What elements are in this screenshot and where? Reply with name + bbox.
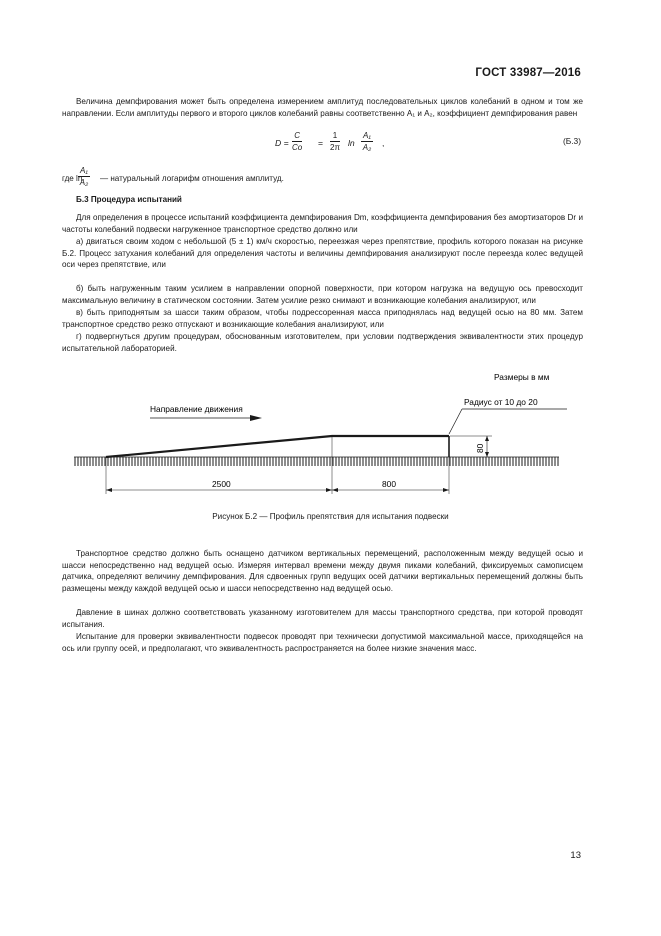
- list-item-a: а) двигаться своим ходом с небольшой (5 ± 1) км/ч скоростью, переезжая через препятствие, профиль которого показан на рисунке Б.2. Процесс затухания колебаний для определения частоты и величины демпфирования анализируют после переезда колес ведущей оси через препятствие, или: [62, 237, 583, 270]
- obstacle-profile-figure: [62, 368, 583, 508]
- where-prefix: где ln: [62, 174, 83, 183]
- ramp-arrow-right-icon: [326, 488, 332, 492]
- ramp-arrow-left-icon: [106, 488, 112, 492]
- section-title: Б.3 Процедура испытаний: [76, 195, 182, 204]
- formula-lhs: D =: [275, 138, 289, 148]
- obstacle-profile: [106, 436, 449, 457]
- formula-fraction-2pi: $\frac{1}{2\pi}$: [330, 131, 340, 152]
- formula-ln: ln: [348, 138, 355, 148]
- ramp-dim-label: 2500: [212, 479, 231, 489]
- formula-equals: =: [318, 138, 324, 148]
- formula-fraction-c: $\frac{C}{Co}$: [292, 131, 303, 152]
- list-item-v: в) быть приподнятым за шасси таким образом, чтобы подрессоренная масса приподнялась над ведущей осью на 80 мм. Затем транспортное средство резко отпускают и возникающие колебания анализируют, или: [62, 308, 583, 329]
- page-number: 13: [570, 850, 581, 861]
- where-fraction: $\frac{\text{A₁}}{\text{A₂}}$: [79, 166, 89, 187]
- plateau-arrow-right-icon: [443, 488, 449, 492]
- body-paragraph-tire-pressure: Давление в шинах должно соответствовать указанному изготовителем для массы транспортного средства, при которой проводят испытания.: [62, 608, 583, 629]
- direction-label: Направление движения: [150, 404, 243, 414]
- standard-header: ГОСТ 33987—2016: [475, 67, 581, 79]
- height-arrow-top-icon: [485, 436, 489, 441]
- section-intro-paragraph: Для определения в процессе испытаний коэффициента демпфирования Dm, коэффициента демпфирования без амортизаторов Dr и частоты колебаний подвески нагруженное транспортное средство должно или: [62, 213, 583, 234]
- intro-paragraph: Величина демпфирования может быть определена измерением амплитуд последовательных циклов колебаний в одном и том же направлении. Если амплитуды первого и второго циклов колебаний равны соответственно A₁ и A₂, коэффициент демпфирования равен: [62, 97, 583, 118]
- formula-tail: ,: [382, 138, 385, 148]
- formula-number: (Б.3): [562, 136, 581, 146]
- radius-label: Радиус от 10 до 20: [464, 397, 538, 407]
- figure-caption: Рисунок Б.2 — Профиль препятствия для испытания подвески: [212, 512, 449, 521]
- body-paragraph-sensor: Транспортное средство должно быть оснащено датчиком вертикальных перемещений, расположенным между ведущей осью и шасси непосредственно над ведущей осью. Измеряя интервал времени между двумя пиками колебаний, фиксируемых самописцем датчика, определяют величину демпфирования. Для сдвоенных групп ведущих осей датчики вертикальных перемещений должны быть размещены между каждой ведущей осью и шасси непосредственно над ведущей осью.: [62, 549, 583, 593]
- list-item-b: б) быть нагруженным таким усилием в направлении опорной поверхности, при котором нагрузка на ведущую ось превосходит максимальную величину в статическом состоянии. Затем усилие резко снимают и возникающие колебания анализируют, или: [62, 284, 583, 305]
- height-arrow-bottom-icon: [485, 452, 489, 457]
- height-dim-label: 80: [475, 443, 485, 453]
- plateau-arrow-left-icon: [332, 488, 338, 492]
- formula-fraction-amplitudes: $\frac{\text{A₁}}{\text{A₂}}$: [362, 131, 372, 152]
- list-item-g: г) подвергнуться другим процедурам, обоснованным изготовителем, при условии подтверждения эквивалентности этих процедур испытательной лабораторией.: [62, 332, 583, 353]
- body-paragraph-equivalence: Испытание для проверки эквивалентности подвесок проводят при технически допустимой максимальной массе, приходящейся на ось или группу осей, и предполагают, что эквивалентность распространяется на более низкие значения масс.: [62, 632, 583, 653]
- ground-hatching: [74, 457, 559, 466]
- radius-leader-diagonal: [449, 409, 462, 434]
- where-description: — натуральный логарифм отношения амплитуд.: [100, 174, 284, 183]
- direction-arrow-head-icon: [250, 415, 262, 421]
- plateau-dim-label: 800: [382, 479, 396, 489]
- units-note: Размеры в мм: [494, 372, 550, 382]
